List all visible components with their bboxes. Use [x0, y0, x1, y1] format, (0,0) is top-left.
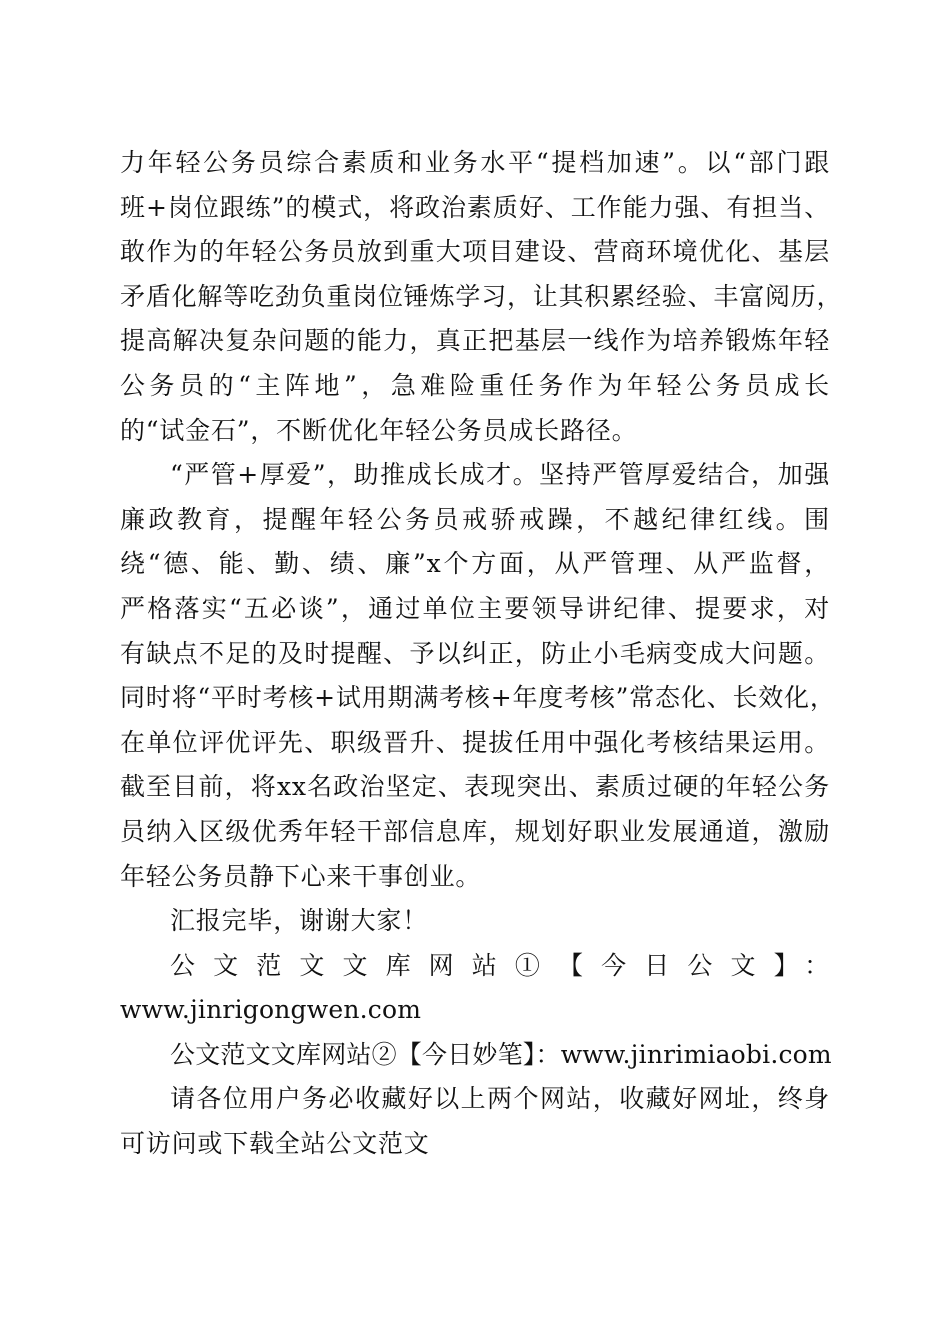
paragraph-start-line: “严管+厚爱”，助推成长成才。坚持严管厚爱结合，加强 [170, 460, 830, 490]
text-line: 的“试金石”，不断优化年轻公务员成长路径。 [120, 415, 638, 445]
text-line: 在单位评优评先、职级晋升、提拔任用中强化考核结果运用。 [120, 727, 830, 757]
closing-line: 汇报完毕，谢谢大家！ [170, 906, 429, 936]
text-line: 截至目前，将xx名政治坚定、表现突出、素质过硬的年轻公务 [120, 772, 830, 802]
text-line: 矛盾化解等吃劲负重岗位锤炼学习，让其积累经验、丰富阅历， [120, 281, 843, 311]
text-line: 年轻公务员静下心来干事创业。 [120, 861, 482, 891]
text-line: 员纳入区级优秀年轻干部信息库，规划好职业发展通道，激励 [120, 816, 830, 846]
text-line: 绕“德、能、勤、绩、廉”x个方面，从严管理、从严监督， [120, 549, 830, 579]
text-line: 有缺点不足的及时提醒、予以纠正，防止小毛病变成大问题。 [120, 638, 830, 668]
notice-line: 可访问或下载全站公文范文 [120, 1129, 430, 1159]
text-line: 严格落实“五必谈”，通过单位主要领导讲纪律、提要求，对 [120, 593, 830, 623]
body-text [120, 141, 843, 1167]
text-line: 同时将“平时考核+试用期满考核+年度考核”常态化、长效化， [120, 683, 836, 713]
text-line: 班+岗位跟练”的模式，将政治素质好、工作能力强、有担当、 [120, 192, 830, 222]
text-line: 提高解决复杂问题的能力，真正把基层一线作为培养锻炼年轻 [120, 326, 830, 356]
website-url-1: www.jinrigongwen.com [120, 995, 422, 1025]
text-line: 力年轻公务员综合素质和业务水平“提档加速”。以“部门跟 [120, 148, 830, 177]
text-line: 廉政教育，提醒年轻公务员戒骄戒躁，不越纪律红线。围 [120, 504, 830, 534]
website-line-2: 公文范文文库网站②【今日妙笔】：www.jinrimiaobi.com [170, 1039, 832, 1069]
notice-line: 请各位用户务必收藏好以上两个网站，收藏好网址，终身 [170, 1084, 830, 1114]
text-line: 公务员的“主阵地”，急难险重任务作为年轻公务员成长 [120, 370, 830, 400]
website-line-1: 公文范文文库网站①【今日公文】： [170, 950, 830, 980]
text-line: 敢作为的年轻公务员放到重大项目建设、营商环境优化、基层 [120, 237, 830, 267]
